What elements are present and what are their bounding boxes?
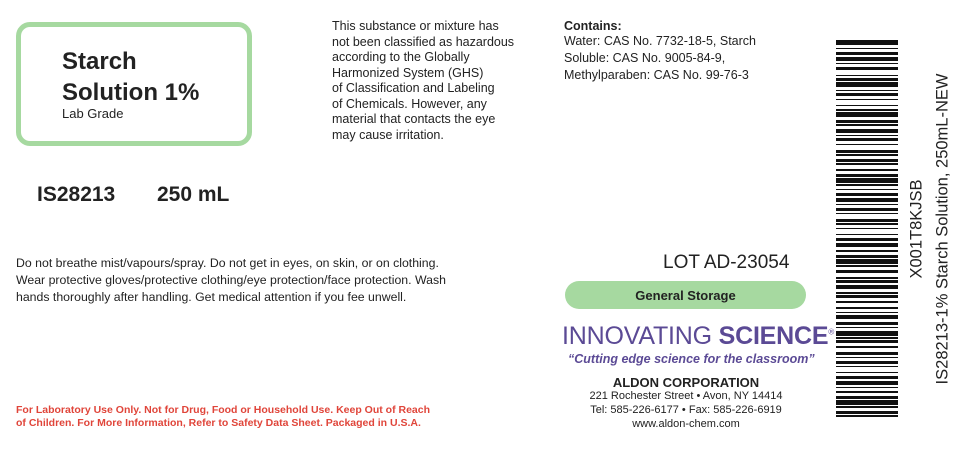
product-grade: Lab Grade bbox=[62, 106, 124, 121]
barcode-bar bbox=[836, 234, 898, 236]
barcode-bar bbox=[836, 204, 898, 206]
barcode-bar bbox=[836, 159, 898, 162]
barcode-bar bbox=[836, 189, 898, 191]
hazard-line: according to the Globally bbox=[332, 50, 470, 64]
barcode-bar bbox=[836, 406, 898, 408]
hazard-line: of Chemicals. However, any bbox=[332, 96, 487, 111]
barcode-bar bbox=[836, 40, 898, 45]
contains-heading: Contains: bbox=[564, 19, 622, 33]
warning-line: For Laboratory Use Only. Not for Drug, Food or Household Use. Keep Out of Reach bbox=[16, 404, 431, 416]
barcode-bar bbox=[836, 292, 898, 294]
barcode-bar bbox=[836, 208, 898, 211]
precautionary-statements bbox=[16, 255, 536, 306]
contains-line: Water: CAS No. 7732-18-5, Starch bbox=[564, 34, 756, 48]
barcode-bar bbox=[836, 120, 898, 123]
barcode-bar bbox=[836, 322, 898, 325]
barcode-bar bbox=[836, 361, 898, 364]
precaution-line: hands thoroughly after handling. Get medical attention if you fee unwell. bbox=[16, 290, 407, 304]
barcode-bar bbox=[836, 337, 898, 339]
barcode-bar bbox=[836, 307, 898, 309]
barcode-bar bbox=[836, 184, 898, 186]
precaution-line: Wear protective gloves/protective clothing/eye protection/face protection. Wash bbox=[16, 273, 446, 287]
barcode-bar bbox=[836, 57, 898, 62]
barcode-code: X001T8KJSB bbox=[907, 179, 926, 279]
barcode-bar bbox=[836, 295, 898, 298]
hazard-line: This substance or mixture has bbox=[332, 19, 499, 33]
hazard-line: Harmonized System (GHS) bbox=[332, 65, 484, 80]
barcode-bar bbox=[836, 223, 898, 225]
product-title-line2: Solution 1% bbox=[62, 79, 200, 106]
lot-number: LOT AD-23054 bbox=[663, 252, 790, 273]
barcode-bar bbox=[836, 105, 898, 107]
barcode-bar bbox=[836, 265, 898, 267]
barcode-bar bbox=[836, 48, 898, 50]
barcode-bar bbox=[836, 381, 898, 386]
contains-section bbox=[564, 19, 804, 84]
barcode-bar bbox=[836, 376, 898, 379]
barcode-bar bbox=[836, 301, 898, 303]
barcode-bar bbox=[836, 331, 898, 336]
corporation-phone: Tel: 585-226-6177 • Fax: 585-226-6919 bbox=[590, 404, 782, 416]
barcode-bar bbox=[836, 219, 898, 222]
barcode-bar bbox=[836, 346, 898, 348]
barcode-bar bbox=[836, 277, 898, 279]
brand-tagline: “Cutting edge science for the classroom” bbox=[568, 352, 815, 366]
barcode-bar bbox=[836, 411, 898, 414]
barcode-bar bbox=[836, 112, 898, 117]
barcode-bar bbox=[836, 169, 898, 171]
barcode-bar bbox=[836, 250, 898, 252]
barcode-bar bbox=[836, 99, 898, 101]
barcode-bar bbox=[836, 144, 898, 146]
barcode-bar bbox=[836, 387, 898, 389]
precaution-line: Do not breathe mist/vapours/spray. Do not get in eyes, on skin, or on clothing. bbox=[16, 256, 439, 270]
contains-line: Methylparaben: CAS No. 99-76-3 bbox=[564, 68, 749, 82]
contains-line: Soluble: CAS No. 9005-84-9, bbox=[564, 51, 726, 65]
barcode-bar bbox=[836, 280, 898, 283]
barcode-bar bbox=[836, 400, 898, 405]
barcode-bar bbox=[836, 352, 898, 355]
barcode-bar bbox=[836, 93, 898, 96]
barcode-bar bbox=[836, 75, 898, 77]
barcode-bar bbox=[836, 285, 898, 290]
barcode-bar bbox=[836, 138, 898, 141]
barcode-bar bbox=[836, 415, 898, 417]
barcode-bar bbox=[836, 178, 898, 183]
barcode-bar bbox=[836, 174, 898, 177]
barcode-bar bbox=[836, 315, 898, 320]
barcode-bar bbox=[836, 357, 898, 359]
product-code: IS28213 bbox=[37, 183, 116, 206]
barcode-bar bbox=[836, 129, 898, 134]
barcode-bar bbox=[836, 366, 898, 368]
hazard-line: of Classification and Labeling bbox=[332, 81, 495, 95]
product-title-line1: Starch bbox=[62, 48, 137, 75]
barcode-bar bbox=[836, 238, 898, 241]
registered-mark: ® bbox=[828, 327, 835, 337]
storage-badge: General Storage bbox=[565, 281, 806, 309]
barcode-caption: IS28213-1% Starch Solution, 250mL-NEW bbox=[933, 73, 952, 385]
barcode-bar bbox=[836, 270, 898, 273]
barcode-bar bbox=[836, 372, 898, 374]
barcode-bar bbox=[836, 154, 898, 156]
barcode-bar bbox=[836, 150, 898, 153]
barcode-bar bbox=[836, 243, 898, 248]
corporation-name: ALDON CORPORATION bbox=[612, 375, 760, 390]
barcode-bar bbox=[836, 198, 898, 203]
barcode-bar bbox=[836, 312, 898, 314]
barcode-bar bbox=[836, 259, 898, 264]
barcode-bar bbox=[836, 327, 898, 329]
barcode-bar bbox=[836, 163, 898, 165]
barcode bbox=[836, 40, 898, 418]
hazard-line: not been classified as hazardous bbox=[332, 34, 515, 49]
corporation-website: www.aldon-chem.com bbox=[632, 418, 740, 430]
barcode-bar bbox=[836, 396, 898, 399]
barcode-bar bbox=[836, 52, 898, 55]
barcode-bar bbox=[836, 135, 898, 137]
barcode-bar bbox=[836, 109, 898, 111]
barcode-bar bbox=[836, 193, 898, 196]
barcode-bar bbox=[836, 340, 898, 343]
corporation-address: 221 Rochester Street • Avon, NY 14414 bbox=[589, 390, 783, 402]
barcode-bar bbox=[836, 82, 898, 87]
barcode-bar bbox=[836, 90, 898, 92]
barcode-bar bbox=[836, 63, 898, 65]
barcode-bar bbox=[836, 67, 898, 70]
barcode-bar bbox=[836, 228, 898, 230]
warning-line: of Children. For More Information, Refer to Safety Data Sheet. Packaged in U.S.A. bbox=[16, 417, 421, 429]
hazard-line: may cause irritation. bbox=[332, 127, 444, 142]
barcode-bar bbox=[836, 78, 898, 81]
brand-word-2: SCIENCE bbox=[718, 322, 829, 350]
usage-warning bbox=[16, 404, 536, 430]
hazard-statement bbox=[332, 19, 547, 143]
brand-logo bbox=[562, 322, 834, 351]
barcode-bar bbox=[836, 124, 898, 126]
hazard-line: material that contacts the eye bbox=[332, 112, 496, 126]
barcode-bar bbox=[836, 391, 898, 393]
barcode-bar bbox=[836, 255, 898, 258]
brand-word-1: INNOVATING bbox=[562, 322, 719, 350]
barcode-bar bbox=[836, 213, 898, 215]
product-volume: 250 mL bbox=[157, 183, 230, 206]
